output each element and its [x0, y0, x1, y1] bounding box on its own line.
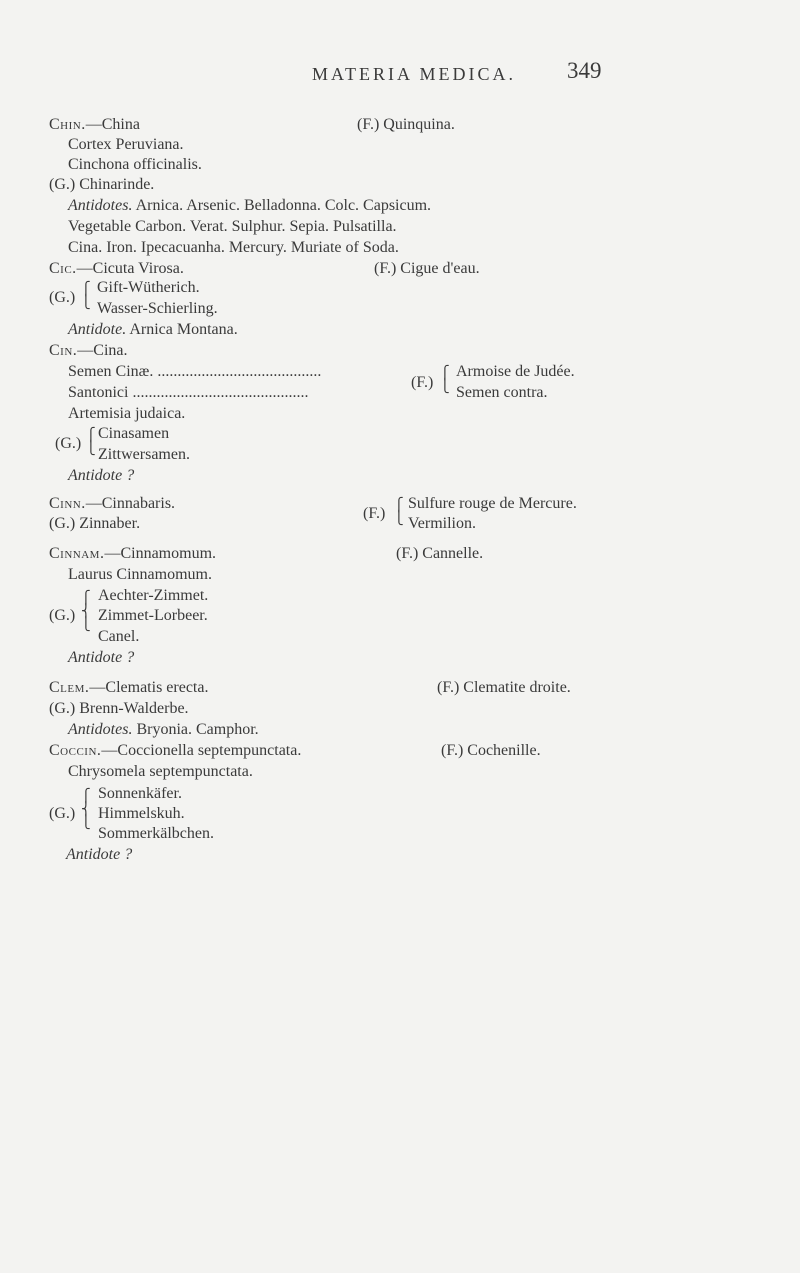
- entry-cinnam-german: Canel.: [98, 628, 140, 645]
- entry-coccin-heading: Coccin.—Coccionella septempunctata.: [49, 742, 302, 759]
- entry-cin-german: Cinasamen: [98, 425, 170, 442]
- entry-cinn-french: Vermilion.: [408, 515, 476, 532]
- entry-cin-french: Semen contra.: [456, 384, 548, 401]
- entry-coccin-antidote: Antidote ?: [66, 846, 133, 863]
- entry-coccin-synonym: Chrysomela septempunctata.: [68, 763, 253, 780]
- entry-cinnam-heading: Cinnam.—Cinnamomum.: [49, 545, 217, 562]
- entry-cin-synonym: Semen Cinæ. .........................................: [68, 363, 322, 380]
- entry-cic-heading: Cic.—Cicuta Virosa.: [49, 260, 184, 277]
- entry-chin-german: (G.) Chinarinde.: [49, 176, 155, 193]
- entry-cic-german: Wasser-Schierling.: [97, 300, 218, 317]
- entry-cin-german-prefix: (G.): [55, 435, 82, 452]
- entry-chin-heading: Chin.—China: [49, 116, 140, 133]
- entry-clem-french: (F.) Clematite droite.: [437, 679, 571, 696]
- brace-icon: ⎧ ⎩: [86, 427, 96, 455]
- entry-cinnam-german: Aechter-Zimmet.: [98, 587, 209, 604]
- entry-cin-german: Zittwersamen.: [98, 446, 190, 463]
- entry-cin-french-prefix: (F.): [411, 374, 434, 391]
- entry-cinnam-synonym: Laurus Cinnamomum.: [68, 566, 212, 583]
- entry-cinn-heading: Cinn.—Cinnabaris.: [49, 495, 176, 512]
- entry-chin-synonym: Cinchona officinalis.: [68, 156, 202, 173]
- entry-clem-german: (G.) Brenn-Walderbe.: [49, 700, 189, 717]
- page-number: 349: [567, 58, 602, 83]
- entry-cinnam-antidote: Antidote ?: [68, 649, 135, 666]
- entry-chin-antidotes-line: Vegetable Carbon. Verat. Sulphur. Sepia. Pulsatilla.: [68, 218, 397, 235]
- entry-coccin-french: (F.) Cochenille.: [441, 742, 541, 759]
- entry-chin-french: (F.) Quinquina.: [357, 116, 455, 133]
- running-header: MATERIA MEDICA.: [312, 64, 517, 84]
- entry-cic-german: Gift-Wütherich.: [97, 279, 200, 296]
- entry-cinn-french: Sulfure rouge de Mercure.: [408, 495, 577, 512]
- entry-cin-french: Armoise de Judée.: [456, 363, 575, 380]
- entry-cinn-french-prefix: (F.): [363, 505, 386, 522]
- entry-cic-antidote: Antidote. Arnica Montana.: [68, 321, 238, 338]
- entry-cinnam-german-prefix: (G.): [49, 607, 76, 624]
- entry-cic-german-prefix: (G.): [49, 289, 76, 306]
- entry-coccin-german: Sommerkälbchen.: [98, 825, 214, 842]
- brace-icon: ⎧ ⎨ ⎩: [81, 590, 91, 631]
- entry-cin-antidote: Antidote ?: [68, 467, 135, 484]
- entry-clem-heading: Clem.—Clematis erecta.: [49, 679, 209, 696]
- entry-chin-antidotes-line: Cina. Iron. Ipecacuanha. Mercury. Muriate of Soda.: [68, 239, 399, 256]
- entry-cinnam-german: Zimmet-Lorbeer.: [98, 607, 208, 624]
- brace-icon: ⎧ ⎩: [81, 281, 91, 309]
- entry-coccin-german-prefix: (G.): [49, 805, 76, 822]
- entry-coccin-german: Himmelskuh.: [98, 805, 185, 822]
- entry-cinn-german: (G.) Zinnaber.: [49, 515, 141, 532]
- brace-icon: ⎧ ⎩: [440, 365, 450, 393]
- brace-icon: ⎧ ⎩: [394, 497, 404, 525]
- brace-icon: ⎧ ⎨ ⎩: [81, 788, 91, 829]
- entry-cic-french: (F.) Cigue d'eau.: [374, 260, 480, 277]
- entry-coccin-german: Sonnenkäfer.: [98, 785, 182, 802]
- entry-cin-synonym: Santonici ............................................: [68, 384, 309, 401]
- entry-cinnam-french: (F.) Cannelle.: [396, 545, 484, 562]
- entry-cin-heading: Cin.—Cina.: [49, 342, 128, 359]
- entry-clem-antidotes: Antidotes. Bryonia. Camphor.: [68, 721, 259, 738]
- entry-chin-antidotes: Antidotes. Arnica. Arsenic. Belladonna. Colc. Capsicum.: [68, 197, 432, 214]
- entry-chin-synonym: Cortex Peruviana.: [68, 136, 184, 153]
- entry-cin-synonym: Artemisia judaica.: [68, 405, 186, 422]
